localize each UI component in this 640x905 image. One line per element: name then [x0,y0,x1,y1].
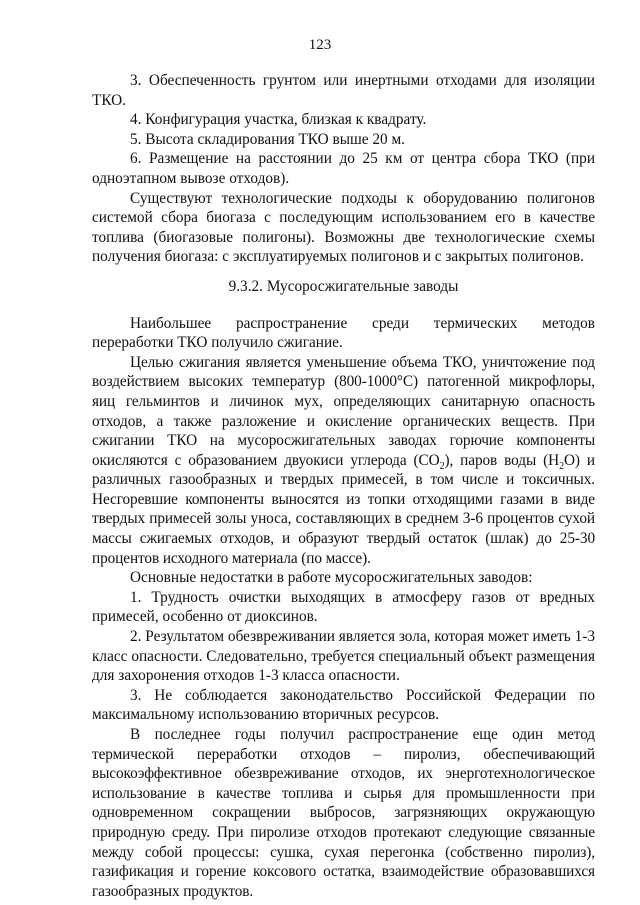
list-item-6: 6. Размещение на расстоянии до 25 км от центра сбора ТКО (при одноэтапном вывозе отходов). [92,150,595,187]
paragraph-incineration-goal: Целью сжигания является уменьшение объема ТКО, уничтожение под воздействием высоких температур (800-1000°С) патогенной микрофлоры, яиц гельминтов и личинок мух, определяющих санитарную опасность отходов, а также разложение и окисление органических веществ. При сжигании ТКО на мусоросжигательных заводах горючие компоненты окисляются с образованием двуокиси углерода $(СО_2)$, паров воды $(Н_2О)$ и различных газообразных и твердых примесей, в том числе и токсичных. Несгоревшие компоненты выносятся из топки отходящими газами в виде твердых примесей золы уноса, составляющих в среднем 3-6 процентов сухой массы сжигаемых отходов, и образуют твердый остаток (шлак) до 25-30 процентов исходного материала (по массе). [92,353,595,567]
list-item-4: 4. Конфигурация участка, близкая к квадрату. [130,111,427,129]
list-item-5: 5. Высота складирования ТКО выше 20 м. [130,130,406,148]
drawback-3: 3. Не соблюдается законодательство Российской Федерации по максимальному использованию вторичных ресурсов. [92,686,595,724]
section-heading: 9.3.2. Мусоросжигательные заводы [228,277,459,295]
document-body [92,71,595,901]
drawback-2: 2. Результатом обезвреживании является зола, которая может иметь 1-3 класс опасности. Следовательно, требуется специальный объект размещения для захоронения отходов 1-3 класса опасности. [92,628,595,685]
drawback-1: 1. Трудность очистки выходящих в атмосферу газов от вредных примесей, особенно от диоксинов. [92,588,595,626]
drawbacks-intro: Основные недостатки в работе мусоросжигательных заводов: [130,569,533,587]
list-item-3: 3. Обеспеченность грунтом или инертными отходами для изоляции ТКО. [92,72,595,109]
paragraph-pyrolysis: В последнее годы получил распространение еще один метод термической переработки отходов – пиролиз, обеспечивающий высокоэффективное обезвреживание отходов, их энерготехнологическое использование в качестве топлива и сырья для промышленности при одновременном сокращении выбросов, загрязняющих окружающую природную среду. При пиролизе отходов протекают следующие связанные между собой процессы: сушка, сухая перегонка (собственно пиролиз), газификация и горение коксового остатка, взаимодействие образовавшихся газообразных продуктов. [92,726,595,900]
biogas-paragraph: Существуют технологические подходы к оборудованию полигонов системой сбора биогаза с последующим использованием его в качестве топлива (биогазовые полигоны). Возможны две технологические схемы получения биогаза: с эксплуатируемых полигонов и с закрытых полигонов. [92,189,595,266]
page-number: 123 [308,37,332,53]
paragraph-incineration-intro: Наибольшее распространение среди термических методов переработки ТКО получило сжигание. [92,314,595,352]
